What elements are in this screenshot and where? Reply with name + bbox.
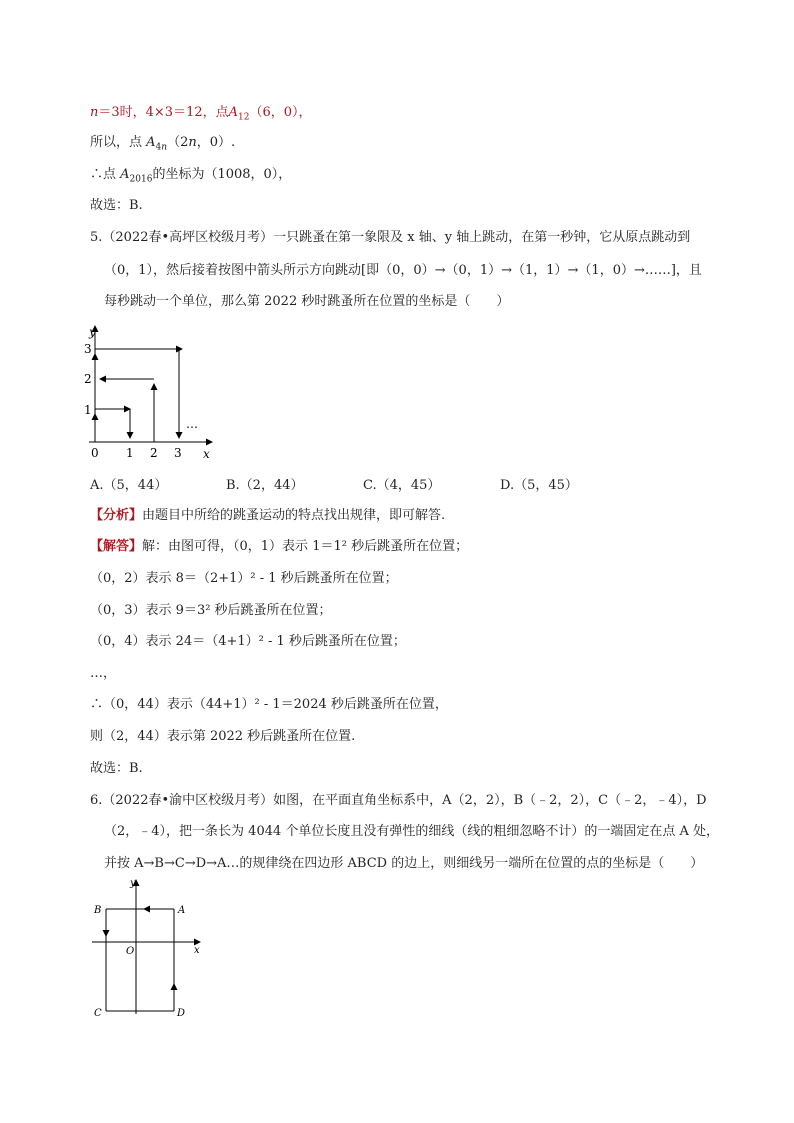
q5-y-tick-2: 2 <box>84 372 92 386</box>
q5-origin-label: 0 <box>91 446 99 460</box>
q5-solution-line-6: ∴（0，44）表示（44+1）² - 1＝2024 秒后跳蚤所在位置， <box>90 697 448 712</box>
q6-point-b: B <box>94 905 102 916</box>
q5-y-tick-1: 1 <box>84 403 92 417</box>
q5-analysis: 【分析】由题目中所给的跳蚤运动的特点找出规律，即可解答. <box>90 508 446 523</box>
q5-stem-line-1: 5.（2022春•高坪区校级月考）一只跳蚤在第一象限及 x 轴、y 轴上跳动，在第一秒钟，它从原点跳动到 <box>90 230 691 245</box>
q5-stem-line-2: （0，1），然后接着按图中箭头所示方向跳动[即（0，0）→（0，1）→（1，1）→（1，0）→……]，且 <box>104 263 702 278</box>
prev-solution-line-1: n＝3时，4×3＝12，点$A_{12}(6$，0）， <box>90 105 312 123</box>
q5-solution-line-3: （0，3）表示 9＝3² 秒后跳蚤所在位置； <box>90 603 332 618</box>
prev-solution-line-4: 故选：B. <box>90 198 143 213</box>
q6-point-a: A <box>178 905 186 916</box>
q5-solution-line-4: （0，4）表示 24＝（4+1）² - 1 秒后跳蚤所在位置； <box>90 634 406 649</box>
q6-point-d: D <box>177 1008 186 1019</box>
q6-stem-line-2: （2，﹣4），把一条长为 4044 个单位长度且没有弹性的细线（线的粗细忽略不计）的一端固定在点 A 处， <box>104 824 720 839</box>
q5-ellipsis: … <box>186 417 198 431</box>
q5-stem-line-3: 每秒跳动一个单位，那么第 2022 秒时跳蚤所在位置的坐标是（ ） <box>104 294 510 309</box>
q5-solution-line-7: 则（2，44）表示第 2022 秒后跳蚤所在位置. <box>90 729 356 744</box>
q6-figure <box>88 874 208 1024</box>
q5-choice-a[interactable]: A.（5，44） <box>90 478 168 493</box>
prev-solution-line-2: 所以，点 $A_{4n}(2n$，0）. <box>90 135 236 153</box>
q6-point-c: C <box>94 1008 102 1019</box>
q5-y-tick-3: 3 <box>84 342 92 356</box>
q5-choice-d[interactable]: D.（5，45） <box>500 478 578 493</box>
q6-x-label: x <box>194 945 200 956</box>
q5-figure <box>84 320 224 465</box>
q6-origin-label: O <box>126 946 135 957</box>
q5-x-tick-3: 3 <box>174 446 182 460</box>
q6-stem-line-3: 并按 A→B→C→D→A…的规律绕在四边形 ABCD 的边上，则细线另一端所在位置的点的坐标是（ ） <box>104 856 704 871</box>
q5-solution-tag: 【解答】 <box>90 539 143 554</box>
prev-solution-line-3: ∴点 $A_{2016}$的坐标为（1008，0）， <box>90 167 292 185</box>
q6-stem-line-1: 6.（2022春•渝中区校级月考）如图，在平面直角坐标系中，A（2，2），B（﹣2，2），C（﹣2，﹣4），D <box>90 793 707 808</box>
q5-solution-line-5: …， <box>90 666 117 681</box>
q5-y-label: y <box>89 325 96 339</box>
q5-solution-line-2: （0，2）表示 8＝（2+1）² - 1 秒后跳蚤所在位置； <box>90 571 398 586</box>
q5-choice-c[interactable]: C.（4，45） <box>363 478 441 493</box>
q5-x-tick-2: 2 <box>150 446 158 460</box>
q5-choice-b[interactable]: B.（2，44） <box>226 478 304 493</box>
q5-solution-line-1: 【解答】解：由图可得，（0，1）表示 1＝1² 秒后跳蚤所在位置； <box>90 539 469 554</box>
q5-analysis-tag: 【分析】 <box>90 508 143 523</box>
q5-solution-line-8: 故选：B. <box>90 761 143 776</box>
q6-y-label: y <box>130 878 136 889</box>
q5-x-label: x <box>203 447 210 461</box>
q5-x-tick-1: 1 <box>126 446 134 460</box>
